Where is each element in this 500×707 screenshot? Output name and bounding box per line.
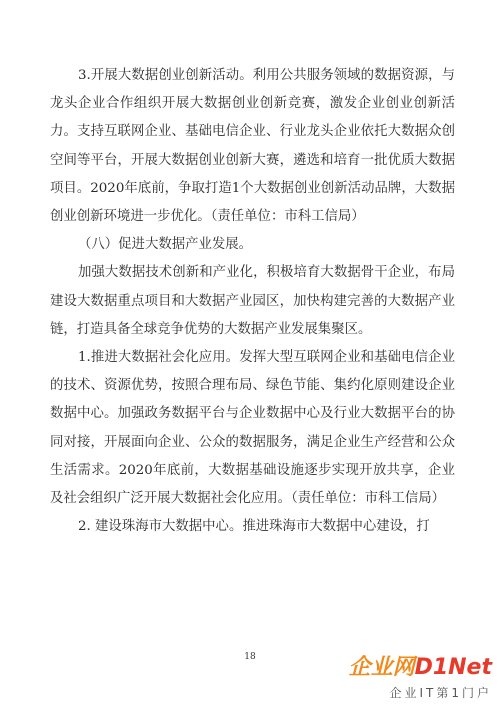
watermark-brand-en: D1Net — [414, 655, 492, 680]
paragraph-3: 1.推进大数据社会化应用。发挥大型互联网企业和基础电信企业的技术、资源优势，按照合理布局、绿色节能、集约化原则建设企业数据中心。加强政务数据平台与企业数据中心及行业大数据平台的协同对接，开展面向企业、公众的数据服务，满足企业生产经营和公众生活需求。2020年底前，大数据基础设施逐步实现开放共享，企业及社会组织广泛开展大数据社会化应用。（责任单位：市科工信局） — [50, 350, 455, 507]
section-heading: （八）促进大数据产业发展。 — [78, 237, 253, 253]
watermark-brand-cn: 企业网 — [348, 655, 415, 680]
page-number: 18 — [244, 652, 256, 662]
paragraph-2: 加强大数据技术创新和产业化，积极培育大数据骨干企业，布局建设大数据重点项目和大数据产业园区，加快构建完善的大数据产业链，打造具备全球竞争优势的大数据产业发展集聚区。 — [50, 265, 455, 337]
watermark-logo — [332, 653, 492, 703]
watermark-brand — [349, 653, 492, 683]
body-text — [50, 62, 455, 541]
watermark-tagline: 企业IT第1门户 — [389, 686, 492, 700]
paragraph-1: 3.开展大数据创业创新活动。利用公共服务领域的数据资源，与龙头企业合作组织开展大数据创业创新竞赛，激发企业创业创新活力。支持互联网企业、基础电信企业、行业龙头企业依托大数据众创空间等平台，开展大数据创业创新大赛，遴选和培育一批优质大数据项目。2020年底前，争取打造1个大数据创业创新活动品牌，大数据创业创新环境进一步优化。（责任单位：市科工信局） — [50, 68, 455, 225]
paragraph-4: 2. 建设珠海市大数据中心。推进珠海市大数据中心建设，打 — [78, 519, 430, 535]
